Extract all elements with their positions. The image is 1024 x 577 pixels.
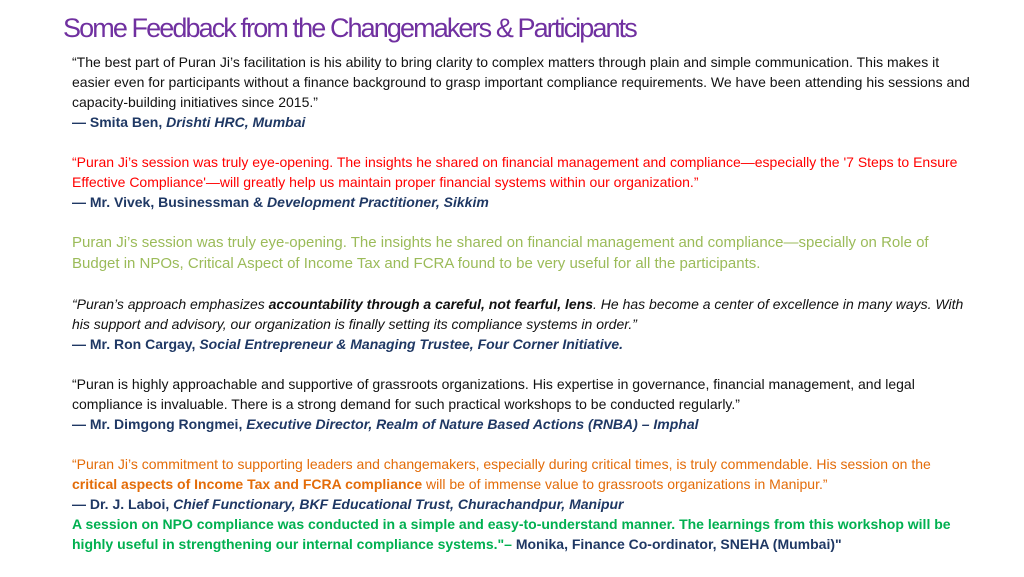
testimonial-quote: Puran Ji’s session was truly eye-opening. The insights he shared on financial management and compliance—specially on Role of Budget in NPOs, Critical Aspect of Income Tax and FCRA found to be very useful for all the participants. bbox=[72, 234, 929, 272]
attribution-name: — Smita Ben, bbox=[72, 114, 163, 130]
attribution-name: — Mr. Vivek, Businessman & bbox=[72, 194, 264, 210]
quote-emphasis: accountability through a careful, not fearful, lens bbox=[268, 296, 594, 312]
quote-end: . He has become a center of excellence in many ways. With his support and advisory, our organization is finally setting its compliance systems in order.” bbox=[72, 296, 964, 332]
testimonial-quote: “Puran is highly approachable and supportive of grassroots organizations. His expertise in governance, financial management, and legal compliance is invaluable. There is a strong demand for such practical workshops to be conducted regularly.” bbox=[72, 376, 915, 412]
attribution-name: — Dr. J. Laboi, bbox=[72, 496, 170, 512]
testimonial-attribution bbox=[72, 334, 977, 354]
quote-emphasis: critical aspects of Income Tax and FCRA compliance bbox=[72, 476, 423, 492]
testimonial-quote bbox=[72, 294, 977, 334]
attribution-org: Social Entrepreneur & Managing Trustee, Four Corner Initiative. bbox=[199, 336, 624, 352]
attribution-org: Development Practitioner, Sikkim bbox=[267, 194, 489, 210]
quote-text: A session on NPO compliance was conducted in a simple and easy-to-understand manner. The learnings from this workshop will be highly useful in strengthening our internal compliance systems."– bbox=[72, 516, 951, 552]
testimonial-quote: “Puran Ji’s session was truly eye-opening. The insights he shared on financial management and compliance—especially the '7 Steps to Ensure Effective Compliance'—will greatly help us maintain proper financial systems within our organization.” bbox=[72, 154, 958, 190]
testimonial-attribution bbox=[72, 414, 977, 434]
quote-end: will be of immense value to grassroots organizations in Manipur.” bbox=[426, 476, 828, 492]
page-title: Some Feedback from the Changemakers & Participants bbox=[63, 13, 636, 43]
testimonial-smita bbox=[72, 52, 977, 132]
testimonial-vivek bbox=[72, 152, 977, 212]
testimonial-attribution bbox=[72, 112, 977, 132]
attribution-org: Chief Functionary, BKF Educational Trust, Churachandpur, Manipur bbox=[173, 496, 624, 512]
testimonial-quote bbox=[72, 514, 977, 554]
attribution-org: Executive Director, Realm of Nature Based Actions (RNBA) – Imphal bbox=[246, 416, 699, 432]
testimonial-attribution bbox=[72, 494, 977, 514]
attribution-org: Drishti HRC, Mumbai bbox=[166, 114, 306, 130]
testimonial-olive bbox=[72, 232, 977, 274]
attribution-name: — Mr. Ron Cargay, bbox=[72, 336, 196, 352]
attribution-name: — Mr. Dimgong Rongmei, bbox=[72, 416, 243, 432]
testimonial-quote bbox=[72, 454, 977, 494]
testimonial-laboi bbox=[72, 454, 977, 514]
quote-start: “Puran Ji’s commitment to supporting leaders and changemakers, especially during critical times, is truly commendable. His session on the bbox=[72, 456, 931, 472]
testimonial-quote: “The best part of Puran Ji’s facilitation is his ability to bring clarity to complex matters through plain and simple communication. This makes it easier even for participants without a finance background to grasp important compliance requirements. We have been attending his sessions and capacity-building initiatives since 2015.” bbox=[72, 54, 970, 110]
feedback-list bbox=[72, 52, 977, 554]
testimonial-attribution bbox=[72, 192, 977, 212]
attribution-name: Monika, Finance Co-ordinator, SNEHA (Mumbai)" bbox=[515, 536, 842, 552]
testimonial-dimgong bbox=[72, 374, 977, 434]
testimonial-ron bbox=[72, 294, 977, 354]
quote-start: “Puran’s approach emphasizes bbox=[72, 296, 265, 312]
testimonial-monika bbox=[72, 514, 977, 554]
